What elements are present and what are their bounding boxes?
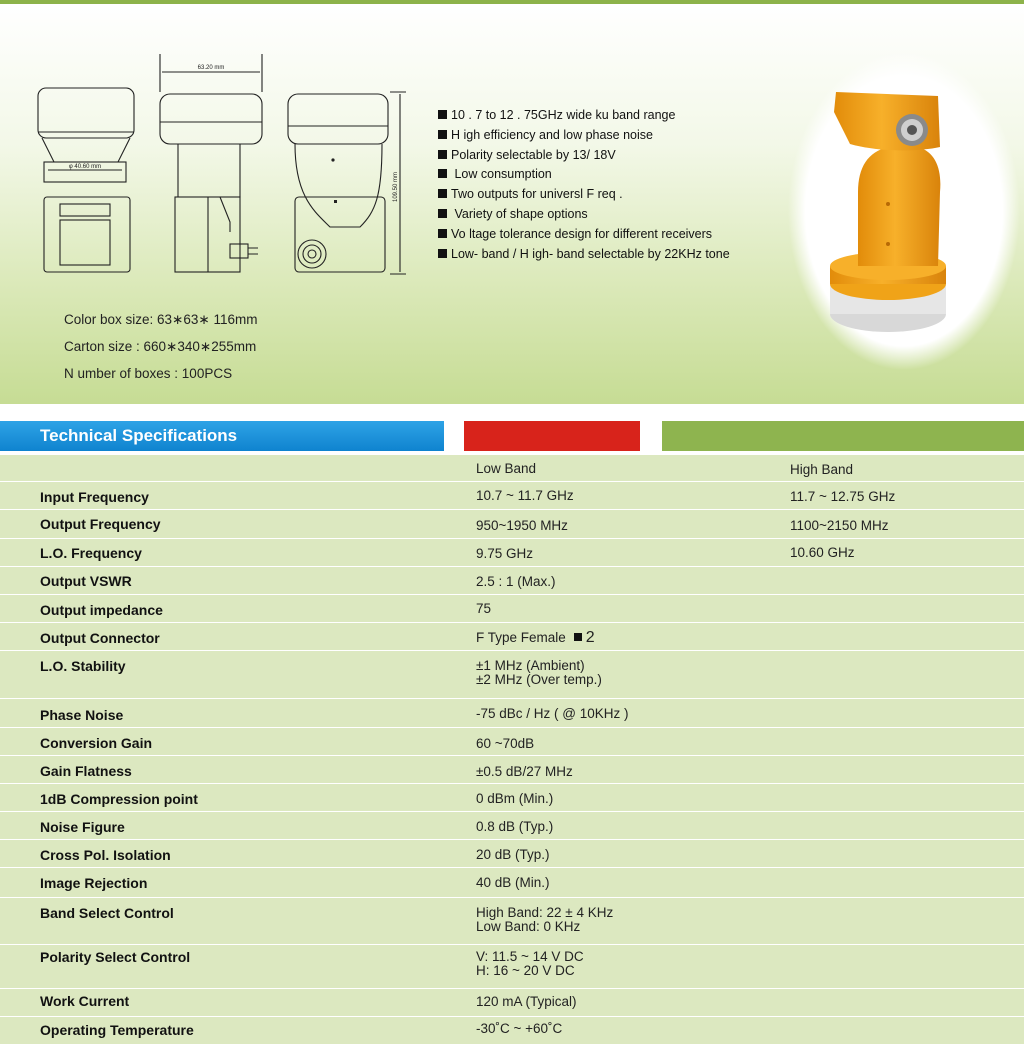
table-header-row xyxy=(0,455,1024,482)
feature-item: Low consumption xyxy=(438,165,730,185)
table-row: L.O. Stability ±1 MHz (Ambient) ±2 MHz (Over temp.) xyxy=(0,651,1024,699)
feature-list xyxy=(438,106,730,264)
red-accent-bar xyxy=(464,421,640,451)
bullet-icon xyxy=(438,150,447,159)
feature-item: Low- band / H igh- band selectable by 22KHz tone xyxy=(438,245,730,265)
feature-item: Polarity selectable by 13/ 18V xyxy=(438,146,730,166)
feature-item: 10 . 7 to 12 . 75GHz wide ku band range xyxy=(438,106,730,126)
bullet-icon xyxy=(438,229,447,238)
table-row: Work Current 120 mA (Typical) xyxy=(0,989,1024,1017)
bullet-icon xyxy=(438,169,447,178)
table-row: Image Rejection 40 dB (Min.) xyxy=(0,868,1024,898)
bullet-icon xyxy=(438,110,447,119)
feature-item: Variety of shape options xyxy=(438,205,730,225)
table-row: Cross Pol. Isolation 20 dB (Typ.) xyxy=(0,840,1024,868)
header-high-band: High Band xyxy=(790,462,854,477)
table-row: Gain Flatness ±0.5 dB/27 MHz xyxy=(0,756,1024,784)
table-row: Operating Temperature -30˚C ~ +60˚C xyxy=(0,1017,1024,1045)
table-row: Polarity Select Control V: 11.5 ~ 14 V DC H: 16 ~ 20 V DC xyxy=(0,945,1024,989)
feature-item: Vo ltage tolerance design for different receivers xyxy=(438,225,730,245)
specs-table xyxy=(0,455,1024,1045)
bullet-icon xyxy=(438,209,447,218)
specs-title: Technical Specifications xyxy=(40,426,238,445)
dim-width-label: 63.20 mm xyxy=(197,65,225,71)
packaging-info xyxy=(64,309,257,390)
bullet-icon xyxy=(438,130,447,139)
table-row: Output Connector F Type Female 2 xyxy=(0,623,1024,651)
square-icon xyxy=(574,633,582,641)
lnb-technical-drawing xyxy=(30,52,420,287)
bullet-icon xyxy=(438,249,447,258)
dim-diameter-label: φ 40.60 mm xyxy=(68,164,102,170)
table-row: Output impedance 75 xyxy=(0,595,1024,623)
table-row: Band Select Control High Band: 22 ± 4 KHz Low Band: 0 KHz xyxy=(0,898,1024,945)
feature-item: Two outputs for universl F req . xyxy=(438,185,730,205)
table-row: Phase Noise -75 dBc / Hz ( @ 10KHz ) xyxy=(0,699,1024,728)
color-box-size: Color box size: 63∗63∗ 116mm xyxy=(64,312,258,327)
product-overview xyxy=(0,0,1024,404)
table-row: Noise Figure 0.8 dB (Typ.) xyxy=(0,812,1024,840)
carton-size: Carton size : 660∗340∗255mm xyxy=(64,339,257,354)
table-row: Conversion Gain 60 ~70dB xyxy=(0,728,1024,756)
table-row: 1dB Compression point 0 dBm (Min.) xyxy=(0,784,1024,812)
green-accent-bar xyxy=(662,421,1024,451)
lnb-product-photo xyxy=(788,52,1020,370)
bullet-icon xyxy=(438,189,447,198)
header-low-band: Low Band xyxy=(476,461,537,476)
table-row: L.O. Frequency 9.75 GHz 10.60 GHz xyxy=(0,539,1024,567)
feature-item: H igh efficiency and low phase noise xyxy=(438,126,730,146)
dim-height-label: 109.50 mm xyxy=(393,171,399,202)
table-row: Input Frequency 10.7 ~ 11.7 GHz 11.7 ~ 12.75 GHz xyxy=(0,482,1024,510)
table-row: Output Frequency 950~1950 MHz 1100~2150 MHz xyxy=(0,510,1024,539)
table-row: Output VSWR 2.5 : 1 (Max.) xyxy=(0,567,1024,595)
number-of-boxes: N umber of boxes : 100PCS xyxy=(64,366,233,381)
